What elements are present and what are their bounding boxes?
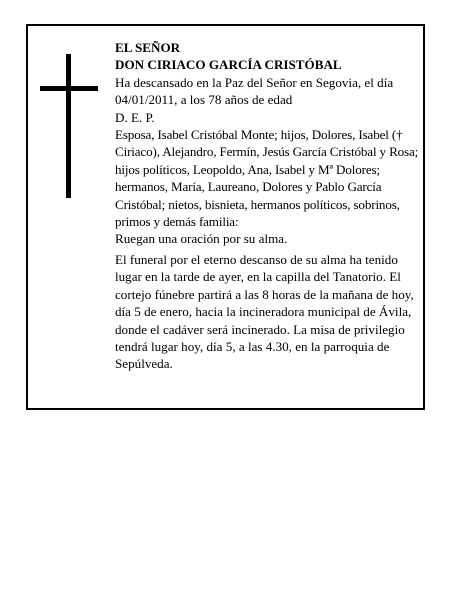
cross-horizontal-bar: [40, 86, 98, 91]
obituary-text: [115, 39, 420, 373]
rest-in-peace: D. E. P.: [115, 109, 155, 125]
heading: EL SEÑOR: [115, 40, 181, 55]
deceased-name: DON CIRIACO GARCÍA CRISTÓBAL: [115, 57, 342, 73]
obituary-notice: [26, 24, 425, 410]
prayer-request: Ruegan una oración por su alma.: [115, 231, 288, 247]
family-list: Esposa, Isabel Cristóbal Monte; hijos, Dolores, Isabel († Ciriaco), Alejandro, Fermín, Jesús García Cristóbal y Rosa; hijos políticos, Leopoldo, Ana, Isabel y Mª Dolores; hermanos, María, Laureano, Dolores y Pablo García Cristóbal; nietos, bisnieta, hermanos políticos, sobrinos, primos y demás familia:: [115, 127, 419, 230]
cross-icon: [40, 54, 98, 198]
death-notice: Ha descansado en la Paz del Señor en Segovia, el día 04/01/2011, a los 78 años de edad: [115, 74, 394, 108]
cross-vertical-bar: [66, 54, 71, 198]
funeral-info: El funeral por el eterno descanso de su alma ha tenido lugar en la tarde de ayer, en la capilla del Tanatorio. El cortejo fúnebre partirá a las 8 horas de la mañana de hoy, día 5 de enero, hacia la incineradora municipal de Ávila, donde el cadáver será incinerado. La misa de privilegio tendrá lugar hoy, día 5, a las 4.30, en la parroquia de Sepúlveda.: [115, 251, 414, 372]
